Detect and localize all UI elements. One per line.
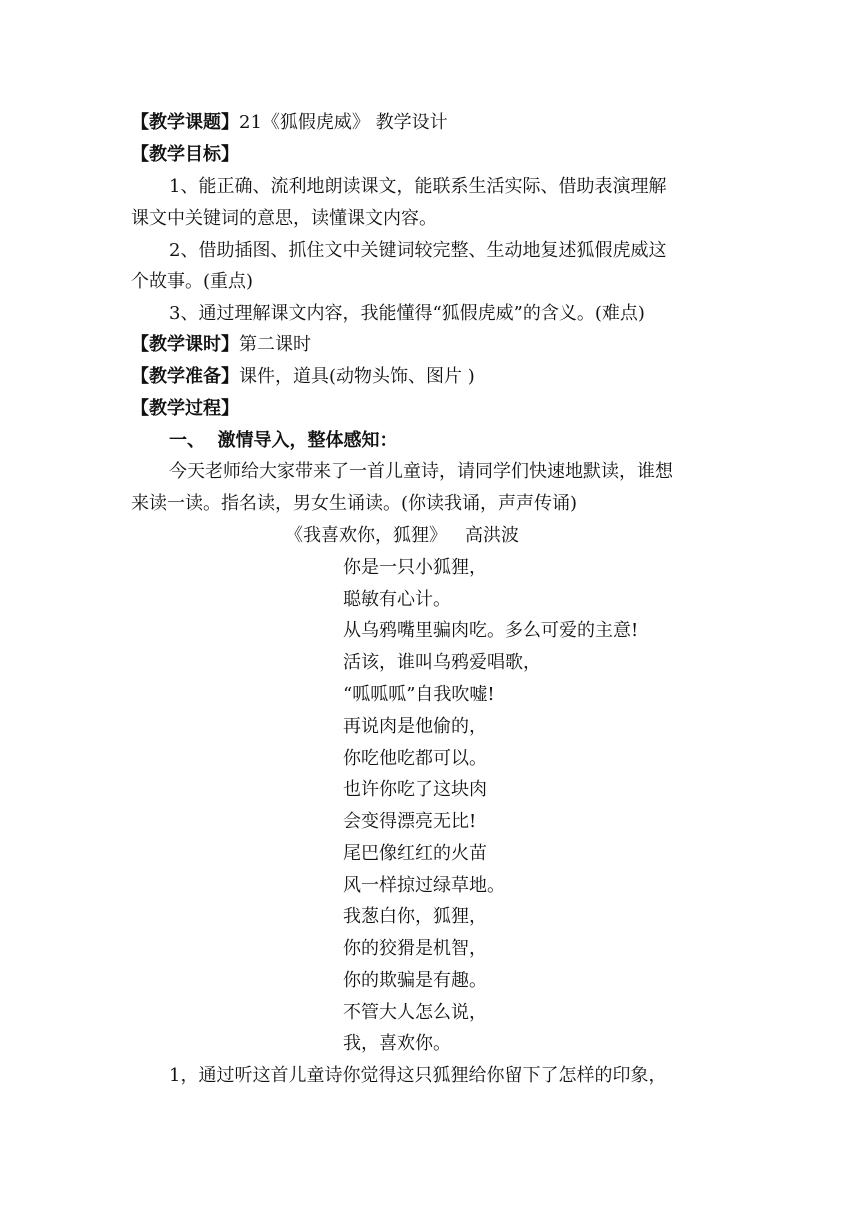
poem-line: 我，喜欢你。 — [343, 1033, 451, 1054]
prep-line — [131, 365, 475, 389]
prep-value: 课件，道具(动物头饰、图片 ) — [239, 366, 475, 387]
poem-line: 你的欺骗是有趣。 — [343, 970, 487, 991]
poem-line: “呱呱呱”自我吹嘘! — [343, 684, 495, 705]
question-1: 1，通过听这首儿童诗你觉得这只狐狸给你留下了怎样的印象， — [169, 1065, 667, 1086]
poem-line: 活该，谁叫乌鸦爱唱歌， — [343, 652, 541, 673]
poem-line: 聪敏有心计。 — [343, 589, 451, 610]
poem-line: 也许你吃了这块肉 — [343, 779, 487, 800]
period-label: 【教学课时】 — [131, 334, 239, 355]
section-1-heading: 一、 激情导入，整体感知： — [169, 430, 398, 451]
poem-line: 不管大人怎么说， — [343, 1002, 487, 1023]
poem-line: 从乌鸦嘴里骗肉吃。多么可爱的主意! — [343, 620, 639, 641]
topic-value: 21《狐假虎威》 教学设计 — [239, 112, 448, 133]
intro-line-2: 来读一读。指名读，男女生诵读。(你读我诵，声声传诵) — [131, 493, 578, 514]
topic-line — [131, 111, 448, 135]
poem-line: 尾巴像红红的火苗 — [343, 843, 487, 864]
goal-2-line-2: 个故事。(重点) — [131, 271, 254, 292]
poem-line: 再说肉是他偷的， — [343, 716, 487, 737]
poem-line: 你是一只小狐狸， — [343, 557, 487, 578]
poem-line: 会变得漂亮无比! — [343, 811, 477, 832]
topic-label: 【教学课题】 — [131, 112, 239, 133]
poem-line: 我葱白你，狐狸， — [343, 906, 487, 927]
period-value: 第二课时 — [239, 334, 311, 355]
goal-1-line-2: 课文中关键词的意思，读懂课文内容。 — [131, 208, 437, 229]
goals-label: 【教学目标】 — [131, 144, 239, 165]
goal-2-line-1: 2、借助插图、抓住文中关键词较完整、生动地复述狐假虎威这 — [169, 240, 667, 261]
goal-3-line-1: 3、通过理解课文内容，我能懂得“狐假虎威”的含义。(难点) — [169, 303, 645, 324]
poem-line: 你吃他吃都可以。 — [343, 748, 487, 769]
poem-title: 《我喜欢你，狐狸》 — [285, 525, 447, 546]
goal-1-line-1: 1、能正确、流利地朗读课文，能联系生活实际、借助表演理解 — [169, 176, 667, 197]
prep-label: 【教学准备】 — [131, 366, 239, 387]
poem-heading — [285, 524, 519, 548]
poem-line: 风一样掠过绿草地。 — [343, 875, 505, 896]
poem-author: 高洪波 — [465, 525, 519, 546]
period-line — [131, 333, 311, 357]
process-label: 【教学过程】 — [131, 398, 239, 419]
intro-line-1: 今天老师给大家带来了一首儿童诗，请同学们快速地默读，谁想 — [169, 461, 673, 482]
poem-line: 你的狡猾是机智， — [343, 938, 487, 959]
